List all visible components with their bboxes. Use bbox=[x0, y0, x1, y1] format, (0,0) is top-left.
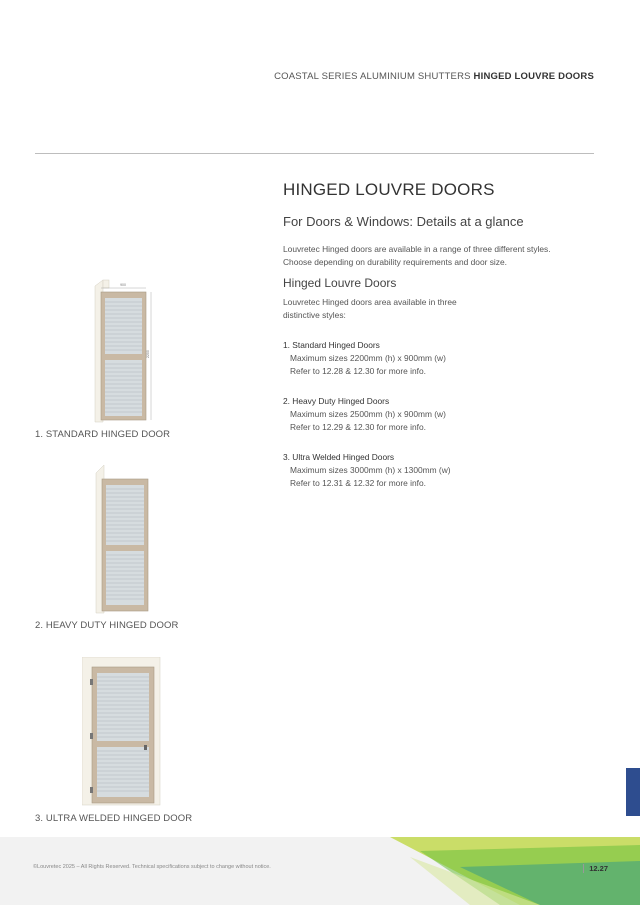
heavy-duty-door-illustration bbox=[90, 463, 160, 615]
section-tab bbox=[626, 768, 640, 816]
item-size: Maximum sizes 3000mm (h) x 1300mm (w) bbox=[290, 465, 451, 475]
main-content bbox=[283, 180, 603, 507]
intro-line-2: Choose depending on durability requirements and door size. bbox=[283, 257, 507, 267]
list-item bbox=[283, 339, 603, 378]
ultra-welded-door-illustration bbox=[82, 657, 162, 807]
header-series: COASTAL SERIES ALUMINIUM SHUTTERS bbox=[274, 71, 471, 82]
intro-paragraph bbox=[283, 243, 603, 269]
caption-standard-door: 1. STANDARD HINGED DOOR bbox=[35, 429, 171, 440]
header-rule bbox=[35, 153, 594, 154]
item-title: 3. Ultra Welded Hinged Doors bbox=[283, 452, 395, 462]
item-title: 2. Heavy Duty Hinged Doors bbox=[283, 396, 390, 406]
item-refer: Refer to 12.28 & 12.30 for more info. bbox=[290, 366, 426, 376]
item-title: 1. Standard Hinged Doors bbox=[283, 340, 380, 350]
item-size: Maximum sizes 2200mm (h) x 900mm (w) bbox=[290, 353, 446, 363]
section-text: Louvretec Hinged doors area available in three distinctive styles: bbox=[283, 297, 457, 320]
item-refer: Refer to 12.29 & 12.30 for more info. bbox=[290, 422, 426, 432]
list-item bbox=[283, 451, 603, 490]
page-title: HINGED LOUVRE DOORS bbox=[283, 180, 495, 199]
header-section: HINGED LOUVRE DOORS bbox=[473, 71, 594, 82]
door-style-list bbox=[283, 339, 603, 490]
caption-heavy-duty-door: 2. HEAVY DUTY HINGED DOOR bbox=[35, 620, 179, 631]
standard-door-illustration bbox=[85, 276, 165, 424]
list-item bbox=[283, 395, 603, 434]
item-refer: Refer to 12.31 & 12.32 for more info. bbox=[290, 478, 426, 488]
item-size: Maximum sizes 2500mm (h) x 900mm (w) bbox=[290, 409, 446, 419]
section-heading: Hinged Louvre Doors bbox=[283, 276, 397, 290]
page-number: 12.27 bbox=[583, 864, 608, 873]
dim-height-label: 2200 bbox=[146, 350, 150, 358]
footer-swoosh-graphic bbox=[0, 837, 640, 905]
page-header bbox=[274, 71, 594, 82]
footer-copyright: ©Louvretec 2025 – All Rights Reserved. Technical specifications subject to change without notice. bbox=[33, 864, 271, 870]
caption-ultra-welded-door: 3. ULTRA WELDED HINGED DOOR bbox=[35, 813, 193, 824]
intro-line-1: Louvretec Hinged doors are available in a range of three different styles. bbox=[283, 244, 551, 254]
dim-width-label: 900 bbox=[120, 283, 126, 287]
page-subtitle: For Doors & Windows: Details at a glance bbox=[283, 214, 524, 229]
